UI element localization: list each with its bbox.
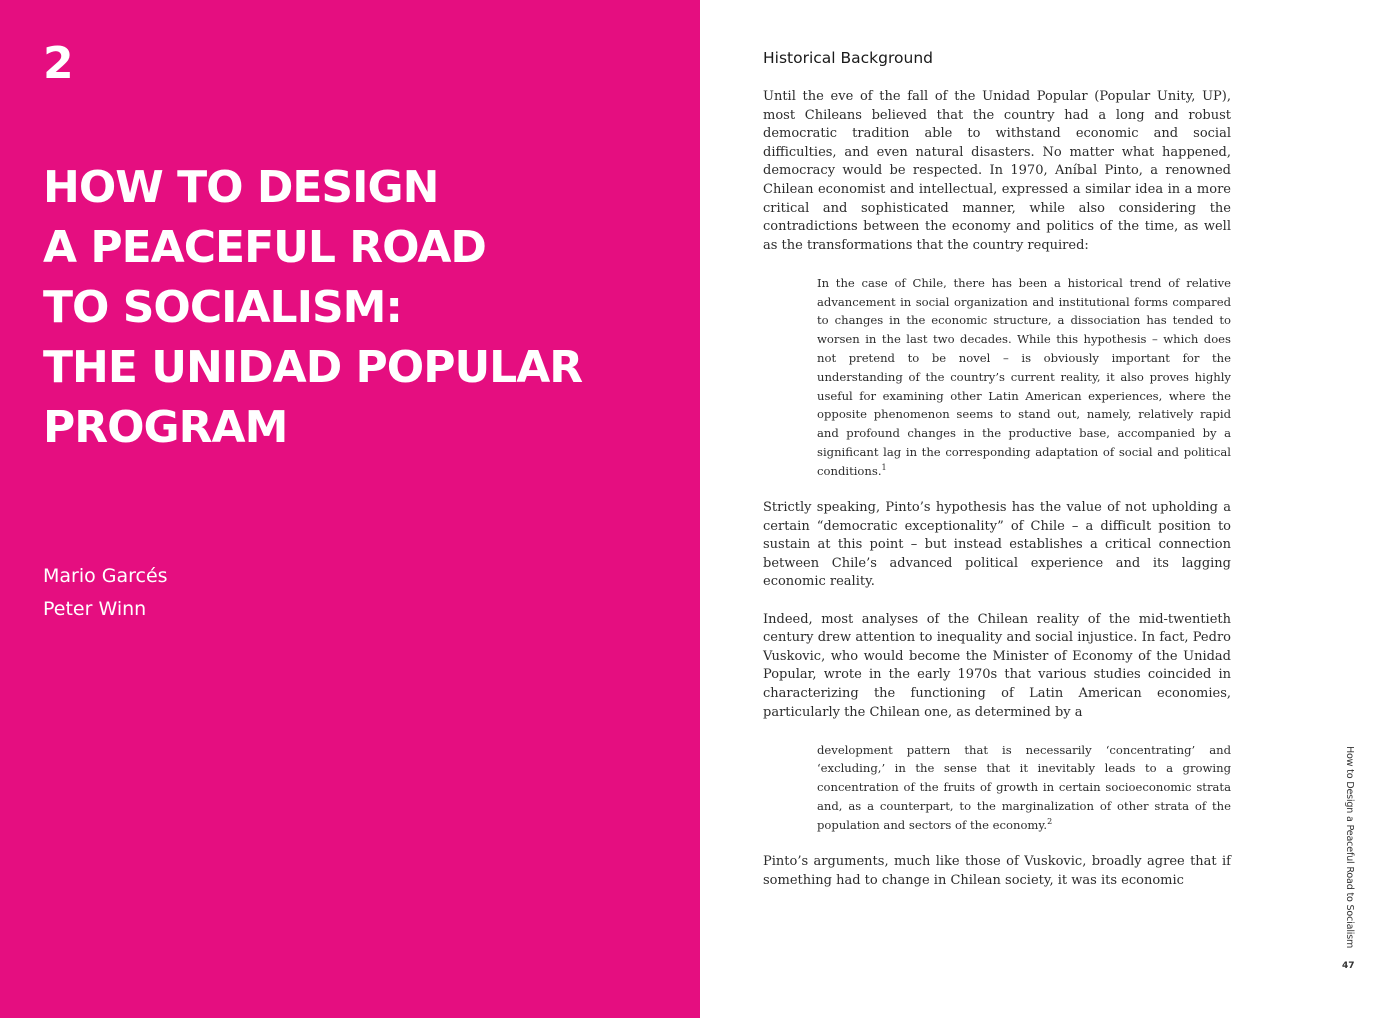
block-quote: [817, 274, 1231, 481]
paragraph: Until the eve of the fall of the Unidad Popular (Popular Unity, UP), most Chileans believed that the country had a long and robust democratic tradition able to withstand economic and social difficulties, and even natural disasters. No matter what happened, democracy would be respected. In 1970, Aníbal Pinto, a renowned Chilean economist and intellectual, expressed a similar idea in a more critical and sophisticated manner, while also considering the contradictions between the economy and politics of the time, as well as the transformations that the country required:: [763, 89, 1231, 253]
block-quote-text: In the case of Chile, there has been a historical trend of relative advancement in social organization and institutional forms compared to changes in the economic structure, a dissociation has tended to worsen in the last two decades. While this hypothesis – which does not pretend to be novel – is obviously important for the understanding of the country’s current reality, it also proves highly useful for examining other Latin American experiences, where the opposite phenomenon seems to stand out, namely, relatively rapid and profound changes in the productive base, accompanied by a significant lag in the corresponding adaptation of social and political conditions.: [817, 275, 1231, 478]
chapter-number: 2: [43, 38, 74, 89]
body-text: [763, 88, 1231, 909]
chapter-title-line: PROGRAM: [43, 402, 288, 453]
author-list: [43, 560, 168, 626]
author-name: Mario Garcés: [43, 565, 168, 587]
running-head: How to Design a Peaceful Road to Socialism: [1344, 746, 1355, 949]
chapter-title-line: THE UNIDAD POPULAR: [43, 342, 583, 393]
paragraph: Pinto’s arguments, much like those of Vuskovic, broadly agree that if something had to change in Chilean society, it was its economic: [763, 854, 1231, 888]
text-page: [700, 0, 1400, 1018]
block-quote: [817, 741, 1231, 835]
chapter-title-line: HOW TO DESIGN: [43, 162, 439, 213]
chapter-title-line: TO SOCIALISM:: [43, 282, 403, 333]
author-name: Peter Winn: [43, 598, 147, 620]
section-heading: Historical Background: [763, 49, 934, 67]
paragraph: Indeed, most analyses of the Chilean reality of the mid-twentieth century drew attention to inequality and social injustice. In fact, Pedro Vuskovic, who would become the Minister of Economy of the Unidad Popular, wrote in the early 1970s that various studies coincided in characterizing the functioning of Latin American economies, particularly the Chilean one, as determined by a: [763, 611, 1231, 720]
paragraph: Strictly speaking, Pinto’s hypothesis has the value of not upholding a certain “democratic exceptionality” of Chile – a difficult position to sustain at this point – but instead establishes a critical connection between Chile’s advanced political experience and its lagging economic reality.: [763, 500, 1231, 590]
chapter-title: [43, 158, 683, 458]
footnote-marker: 2: [1047, 816, 1053, 826]
block-quote-text: development pattern that is necessarily ‘concentrating’ and ‘excluding,’ in the sense that it inevitably leads to a growing concentration of the fruits of growth in certain socioeconomic strata and, as a counterpart, to the marginalization of other strata of the population and sectors of the economy.: [817, 742, 1231, 832]
page-number: 47: [1342, 961, 1355, 971]
footnote-marker: 1: [881, 462, 887, 472]
chapter-title-line: A PEACEFUL ROAD: [43, 222, 486, 273]
